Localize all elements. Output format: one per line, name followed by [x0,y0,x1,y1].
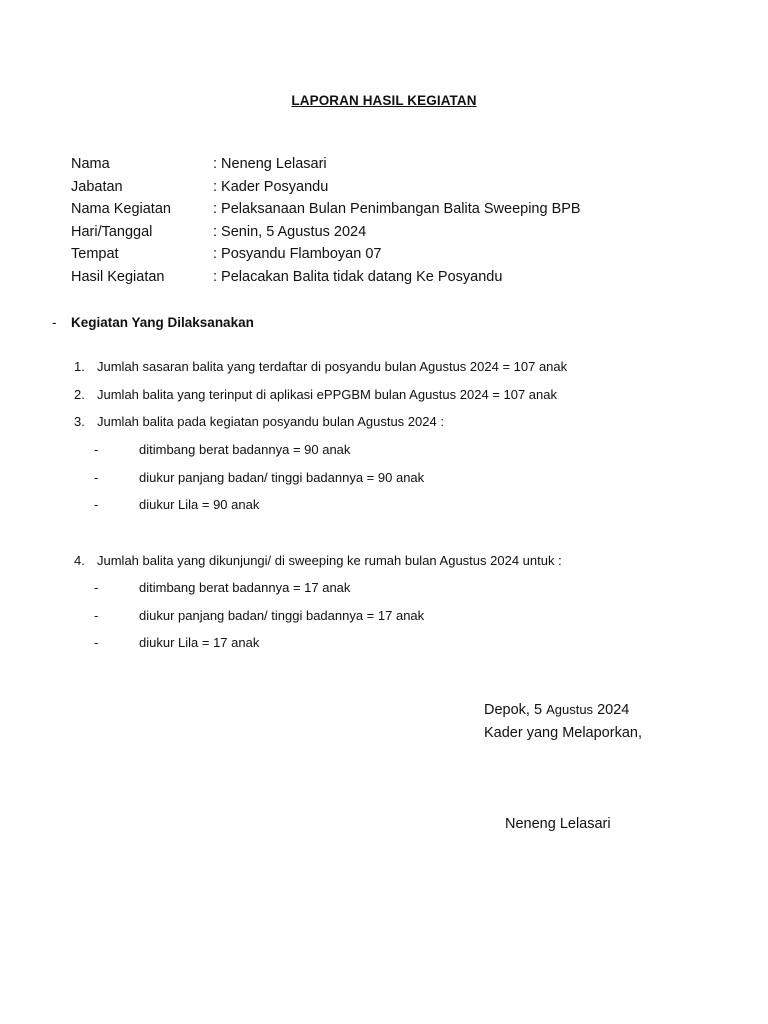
list-item-number: 3. [74,414,85,429]
sub-item [94,470,424,485]
section-heading [52,315,254,330]
sub-item-text: diukur panjang badan/ tinggi badannya = 17 anak [139,608,425,623]
info-row-hari-tanggal [71,223,581,246]
info-label: Hari/Tanggal [71,223,153,240]
list-item-3 [74,414,444,429]
info-label: Nama [71,156,110,172]
sub-item [94,497,259,512]
list-item-text: Jumlah balita yang terinput di aplikasi ePPGBM bulan Agustus 2024 = 107 anak [97,387,557,402]
identity-table [71,155,581,291]
sub-item [94,635,259,650]
place-date-prefix: Depok, 5 [484,702,547,718]
sub-item [94,442,350,457]
place-date-month: Agustus [546,702,594,717]
sub-item-text: diukur Lila = 90 anak [139,497,260,512]
list-item-4 [74,553,562,568]
signature-place-date [484,702,629,718]
sub-item-text: diukur Lila = 17 anak [139,635,260,650]
info-row-tempat [71,245,581,268]
sub-item-text: ditimbang berat badannya = 90 anak [139,442,351,457]
info-row-nama-kegiatan [71,200,581,223]
sub-item [94,580,350,595]
sub-item [94,608,424,623]
info-row-hasil-kegiatan [71,268,581,291]
sub-item-text: ditimbang berat badannya = 17 anak [139,580,351,595]
list-item-text: Jumlah sasaran balita yang terdaftar di posyandu bulan Agustus 2024 = 107 anak [97,359,568,374]
list-item-number: 2. [74,387,85,402]
list-item-1 [74,359,567,374]
list-item-text: Jumlah balita yang dikunjungi/ di sweeping ke rumah bulan Agustus 2024 untuk : [97,553,562,568]
sub-item-bullet: - [94,580,99,595]
signature-role: Kader yang Melaporkan, [484,725,642,741]
document-title: LAPORAN HASIL KEGIATAN [291,93,477,108]
list-item-2 [74,387,557,402]
info-value: : Posyandu Flamboyan 07 [213,246,382,263]
info-row-nama [71,155,581,178]
info-value: : Pelacakan Balita tidak datang Ke Posyandu [213,268,503,285]
info-value: : Kader Posyandu [213,178,329,195]
info-value: : Pelaksanaan Bulan Penimbangan Balita Sweeping BPB [213,201,581,218]
list-item-text: Jumlah balita pada kegiatan posyandu bulan Agustus 2024 : [97,414,444,429]
info-value: : Senin, 5 Agustus 2024 [213,223,367,240]
sub-item-bullet: - [94,608,99,623]
list-item-number: 4. [74,553,85,568]
sub-item-bullet: - [94,470,99,485]
info-label: Hasil Kegiatan [71,268,165,285]
info-label: Nama Kegiatan [71,201,171,218]
info-label: Jabatan [71,178,123,195]
info-row-jabatan [71,178,581,201]
list-item-number: 1. [74,359,85,374]
place-date-year: 2024 [593,702,630,718]
sub-item-bullet: - [94,497,99,512]
info-label: Tempat [71,246,119,263]
signature-name: Neneng Lelasari [505,816,611,832]
sub-item-text: diukur panjang badan/ tinggi badannya = 90 anak [139,470,425,485]
info-value: : Neneng Lelasari [213,156,327,172]
section-bullet: - [52,315,57,330]
sub-item-bullet: - [94,442,99,457]
sub-item-bullet: - [94,635,99,650]
section-heading-text: Kegiatan Yang Dilaksanakan [71,315,254,330]
